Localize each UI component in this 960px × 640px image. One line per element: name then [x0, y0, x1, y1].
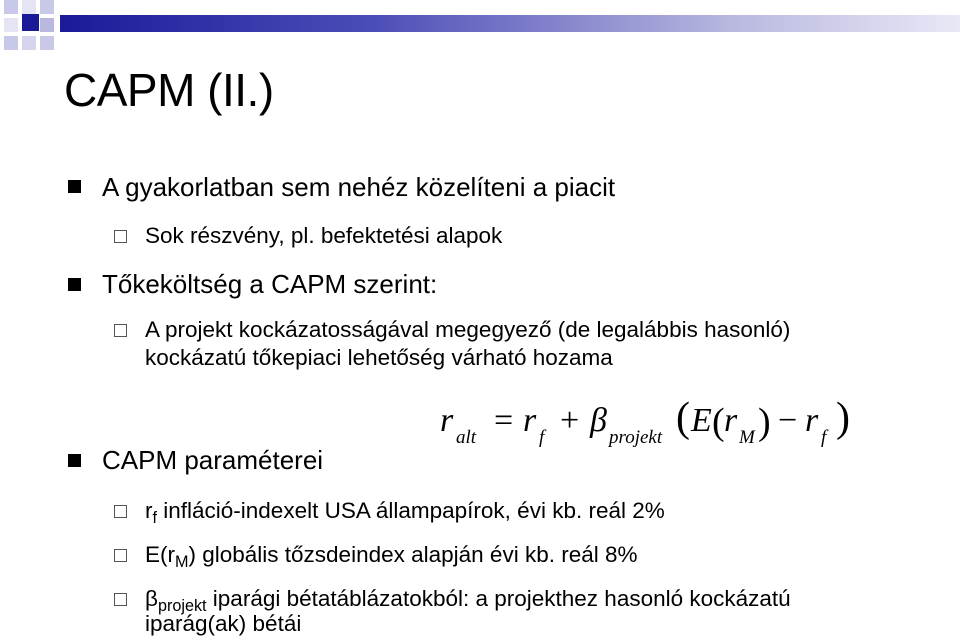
bullet-text: kockázatú tőkepiaci lehetőség várható hozama [145, 345, 613, 370]
bullet-text: Tőkeköltség a CAPM szerint: [102, 269, 438, 299]
formula-sub-M: M [739, 427, 755, 448]
square-bullet-icon [68, 180, 81, 193]
formula-minus: − [778, 402, 798, 439]
box-bullet-icon [114, 505, 127, 518]
formula-rf2: r [805, 402, 819, 439]
deco-square [40, 36, 54, 50]
formula-beta: β [590, 402, 607, 439]
bullet-text: Sok részvény, pl. befektetési alapok [145, 223, 503, 248]
header-gradient-bar [60, 15, 960, 32]
formula-rf: r [523, 402, 537, 439]
bullet-text: CAPM paraméterei [102, 445, 324, 475]
formula-left-paren: ( [676, 395, 690, 441]
bullet-text: ) globális tőzsdeindex alapján évi kb. reál 8% [188, 542, 638, 567]
box-bullet-icon [114, 324, 127, 337]
deco-square [4, 0, 18, 14]
square-bullet-icon [68, 278, 81, 291]
formula-sub-f2: f [821, 427, 827, 448]
formula-right-paren: ) [836, 395, 850, 441]
formula-right-paren-inner: ) [758, 401, 771, 443]
formula-sub-projekt: projekt [609, 427, 663, 448]
bullet-text: iparági bétatáblázatokból: a projekthez hasonló kockázatú [206, 586, 791, 611]
symbol-r: r [145, 498, 153, 523]
deco-square [22, 14, 39, 31]
box-bullet-icon [114, 593, 127, 606]
deco-square [22, 0, 36, 14]
deco-square [40, 0, 54, 14]
symbol-sub-projekt: projekt [157, 597, 207, 616]
square-bullet-icon [68, 454, 81, 467]
symbol-E: E(r [145, 542, 175, 567]
bullet-text-beta [145, 585, 791, 616]
formula-equals: = [494, 402, 514, 439]
bullet-text-rf [145, 497, 665, 528]
bullet-text: A projekt kockázatosságával megegyező (de legalábbis hasonló) [145, 317, 791, 342]
symbol-beta: β [145, 586, 158, 611]
deco-square [4, 36, 18, 50]
box-bullet-icon [114, 549, 127, 562]
formula-E: E [691, 402, 712, 439]
bullet-text: A gyakorlatban sem nehéz közelíteni a piacit [102, 172, 616, 202]
bullet-text-erm [145, 541, 638, 572]
formula-left-paren-inner: ( [712, 401, 725, 443]
formula-rm: r [724, 402, 738, 439]
header-decoration [0, 0, 960, 60]
formula-r-alt: r [440, 402, 454, 439]
bullet-text: iparág(ak) bétái [145, 611, 302, 636]
box-bullet-icon [114, 230, 127, 243]
symbol-sub-f: f [152, 509, 157, 528]
formula-sub-f: f [539, 427, 545, 448]
deco-square [22, 36, 36, 50]
slide-title: CAPM (II.) [64, 64, 274, 116]
deco-square [40, 18, 54, 32]
bullet-text: infláció-indexelt USA állampapírok, évi kb. reál 2% [157, 498, 665, 523]
formula-plus: + [560, 402, 580, 439]
symbol-sub-M: M [175, 553, 189, 572]
formula-sub-alt: alt [456, 427, 477, 448]
deco-square [4, 18, 18, 32]
